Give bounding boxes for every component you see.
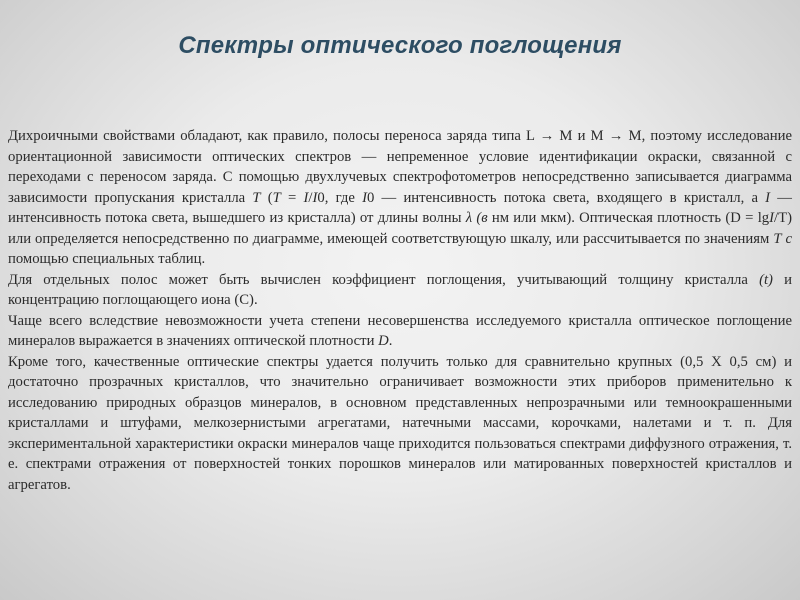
italic-run: Т (252, 189, 261, 206)
text-run: 0 — интенсивность потока света, входящего в кристалл, а (367, 189, 766, 206)
italic-run: T (272, 189, 281, 206)
text-run: / (308, 189, 313, 206)
italic-run: I (362, 189, 368, 206)
text-run: = (280, 189, 304, 206)
italic-run: D (378, 333, 389, 349)
text-run: Для отдельных полос может быть вычислен коэффициент поглощения, учитывающий толщину кристалла (8, 271, 760, 288)
paragraph-4 (8, 352, 792, 496)
paragraph-1 (8, 126, 792, 270)
text-run: ( (260, 189, 273, 206)
text-run: нм или мкм). Оптическая плотность (D = lg (487, 210, 770, 226)
italic-run: I (303, 189, 309, 206)
text-run: помощью специальных таблиц. (8, 251, 206, 267)
text-run: 0, где (317, 189, 363, 206)
italic-run: I (312, 189, 318, 206)
paragraph-3 (8, 311, 792, 352)
italic-run: I (765, 189, 771, 206)
text-run: и концентрацию поглощающего иона (С). (8, 271, 792, 308)
text-run: /T) или определяется непосредственно по диаграмме, имеющей соответствующую шкалу, или рассчитывается по значениям (8, 210, 792, 247)
text-run: — интенсивность потока света, вышедшего из кристалла) от длины волны (8, 189, 792, 226)
paragraph-2 (8, 270, 792, 311)
text-run: . (388, 333, 393, 349)
italic-run: I (769, 210, 775, 226)
text-run: Кроме того, качественные оптические спектры удается получить только для сравнительно крупных (0,5 Х 0,5 см) и достаточно прозрачных кристаллов, что значительно ограничивает возможности этих приборов применительно к исследованию природных образцов минералов, в основном представленных непрозрачными или темноокрашенными кристаллами и штуфами, мелкозернистыми агрегатами, натечными массами, корочками, налетами и т. п. Для экспериментальной характеристики окраски минералов чаще приходится пользоваться спектрами диффузного отражения, т. е. спектрами отражения от поверхностей тонких порошков минералов или матированных поверхностей кристаллов и агрегатов. (8, 353, 792, 493)
italic-run: Т с (773, 230, 793, 247)
text-run: Дихроичными свойствами обладают, как правило, полосы переноса заряда типа L → M и M → M, поэтому исследование ориентационной зависимости оптических спектров — непременное условие идентификации окраски, связанной с переходами с переносом заряда. С помощью двухлучевых спектрофотометров непосредственно записывается диаграмма зависимости пропускания кристалла (8, 128, 792, 206)
slide-body (8, 126, 792, 495)
text-run: Чаще всего вследствие невозможности учета степени несовершенства исследуемого кристалла оптическое поглощение минералов выражается в значениях оптической плотности (8, 312, 792, 349)
slide-title: Спектры оптического поглощения (178, 32, 622, 59)
italic-run: λ (в (465, 210, 488, 226)
italic-run: (t) (759, 271, 773, 288)
